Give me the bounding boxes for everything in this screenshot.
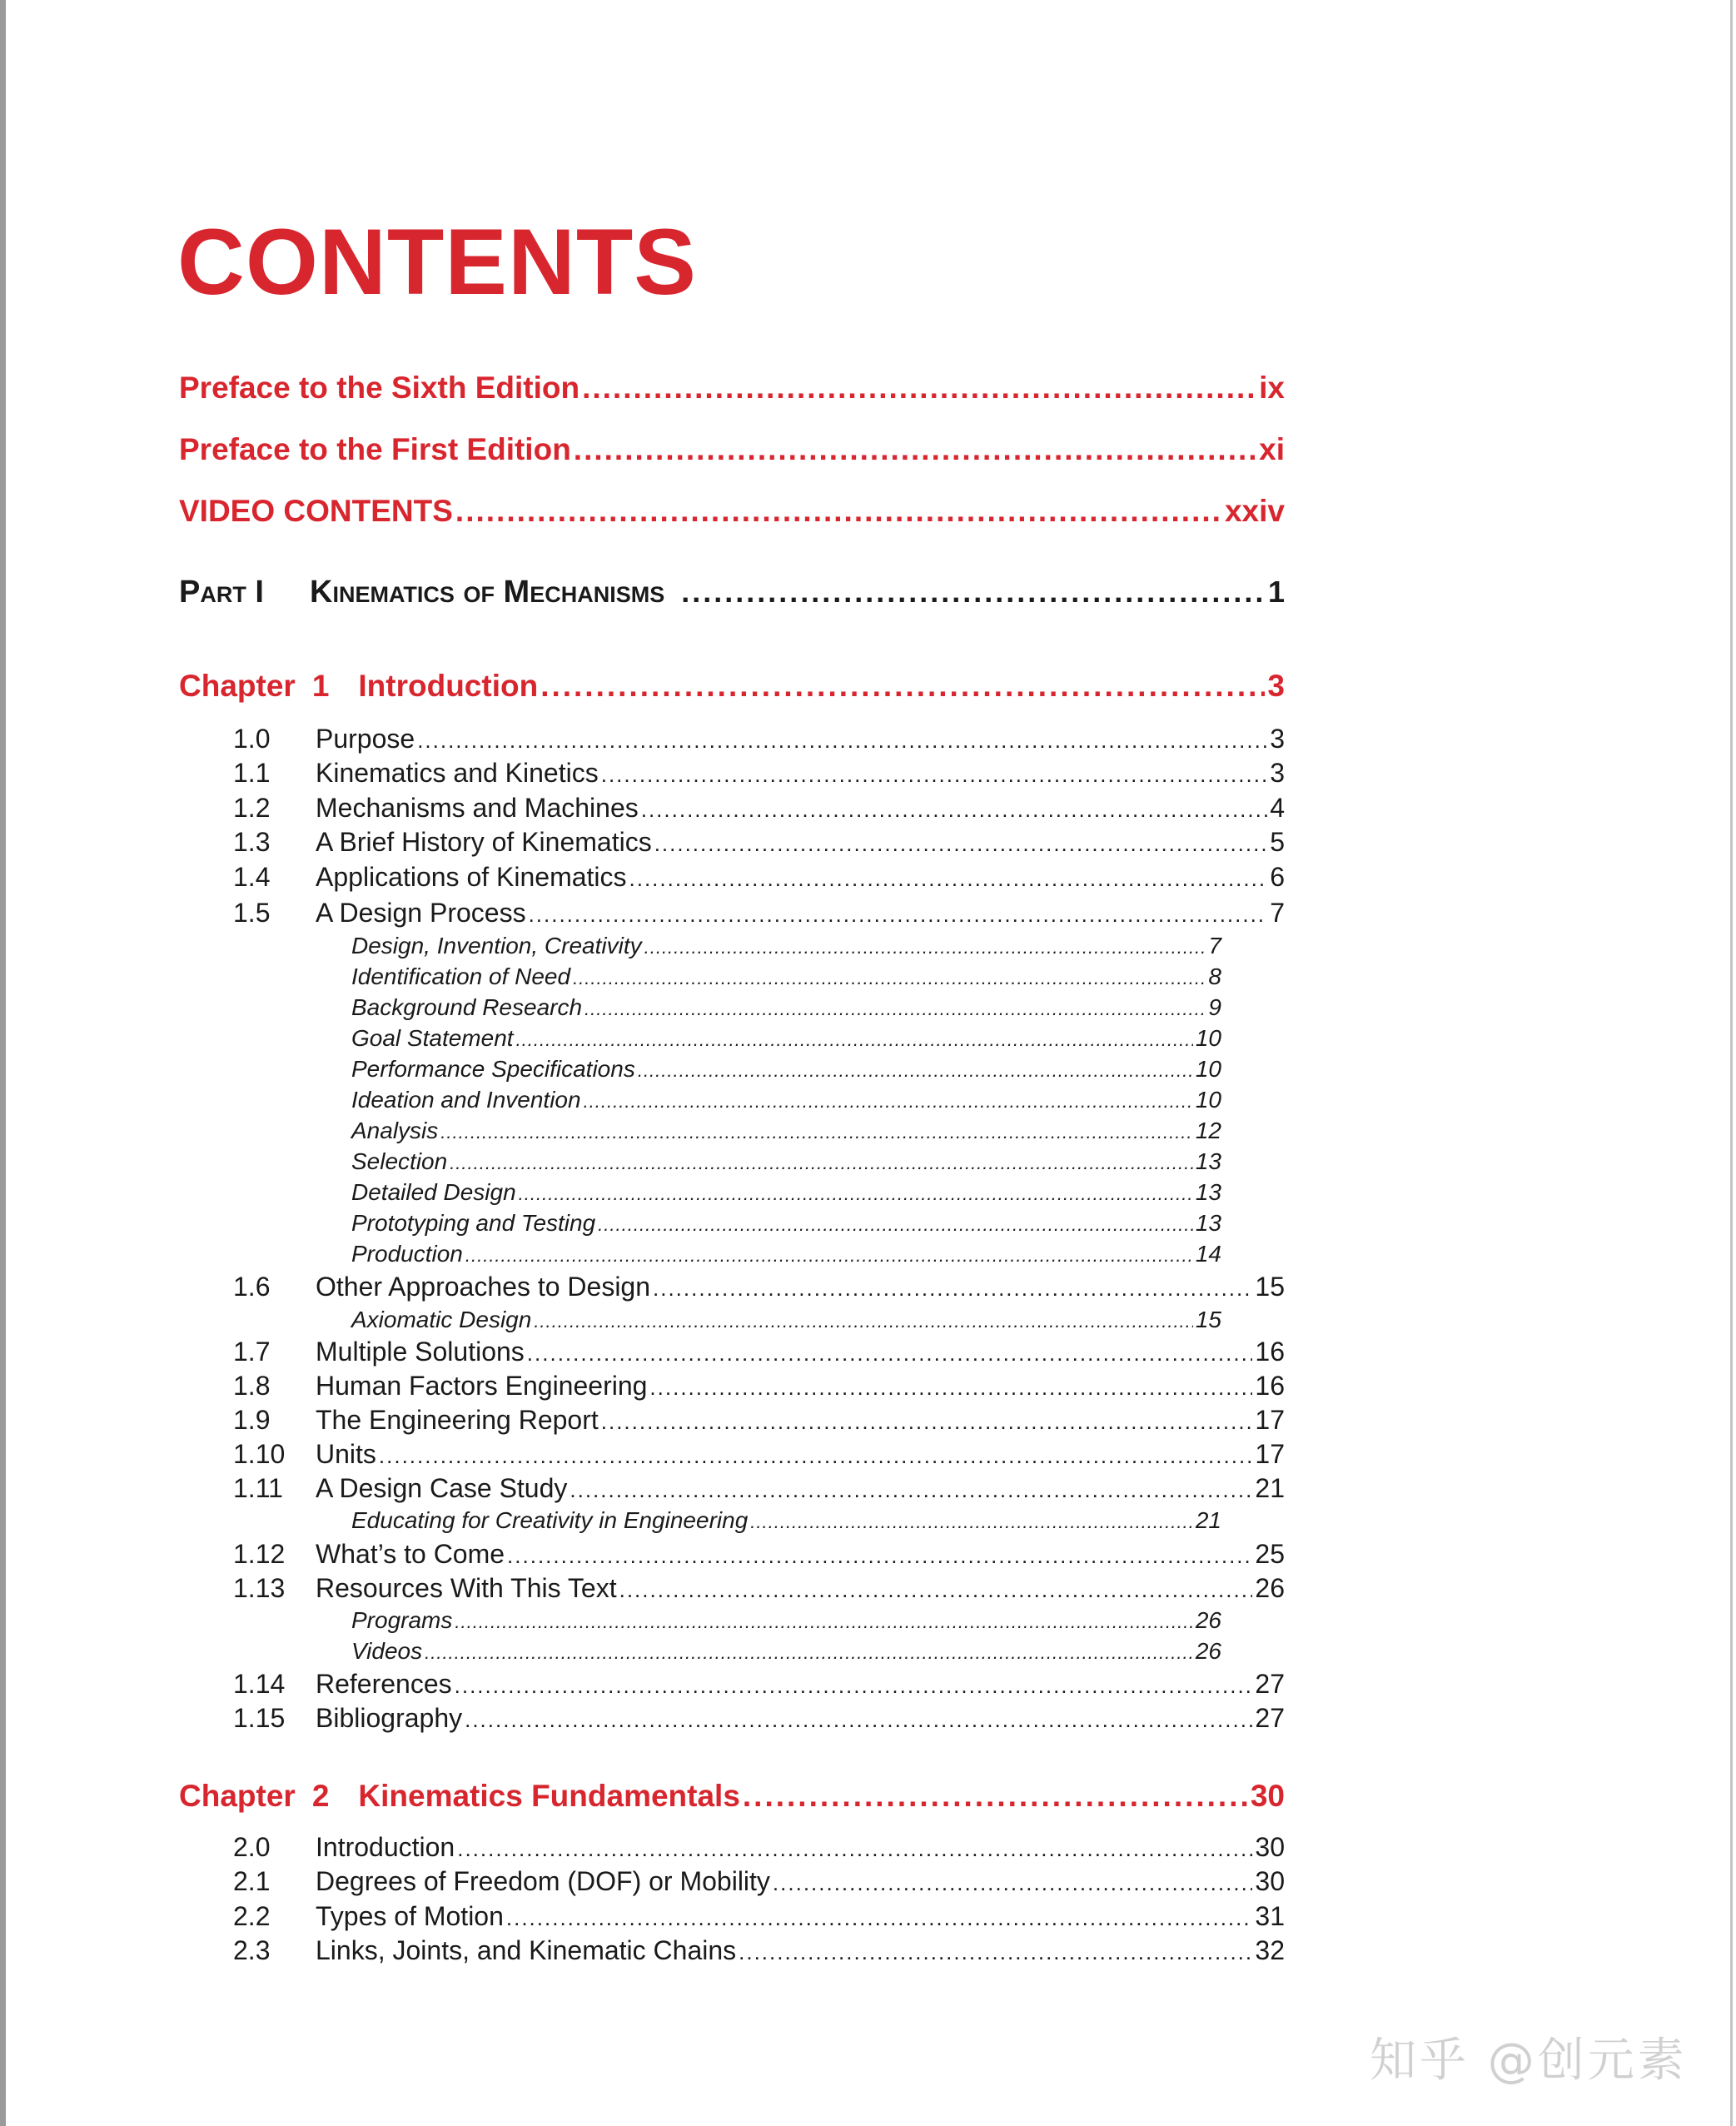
section-number: 2.0 bbox=[233, 1832, 271, 1862]
subsection-title: Analysis bbox=[351, 1118, 439, 1143]
section-number: 1.15 bbox=[233, 1703, 286, 1733]
chapter-number: 1 bbox=[311, 669, 330, 703]
toc-chapter-heading[interactable] bbox=[179, 669, 1285, 704]
subsection-title: Prototyping and Testing bbox=[351, 1210, 596, 1236]
toc-section-row[interactable] bbox=[233, 1703, 1285, 1734]
toc-page-number: xi bbox=[1259, 432, 1285, 466]
toc-page-number: 30 bbox=[1255, 1866, 1285, 1896]
subsection-title: Programs bbox=[351, 1607, 453, 1633]
section-title: Introduction bbox=[316, 1832, 455, 1862]
toc-section-row[interactable] bbox=[233, 1866, 1285, 1897]
subsection-title: Identification of Need bbox=[351, 963, 571, 989]
section-number: 1.0 bbox=[233, 724, 271, 754]
section-number: 1.1 bbox=[233, 758, 271, 788]
section-title: Degrees of Freedom (DOF) or Mobility bbox=[316, 1866, 770, 1896]
part-title: Kinematics of Mechanisms bbox=[310, 575, 665, 610]
dot-leader bbox=[455, 494, 1222, 529]
toc-front-matter-preface-first[interactable] bbox=[179, 432, 1285, 467]
section-title: Types of Motion bbox=[316, 1901, 504, 1931]
page-edge-right bbox=[1730, 0, 1733, 2126]
section-title: References bbox=[316, 1669, 452, 1699]
toc-page-number: 4 bbox=[1270, 793, 1285, 823]
dot-leader bbox=[681, 575, 1266, 610]
dot-leader bbox=[534, 1307, 1193, 1333]
toc-page-number: 14 bbox=[1195, 1241, 1221, 1267]
dot-leader bbox=[750, 1507, 1193, 1534]
toc-section-row[interactable] bbox=[233, 862, 1285, 893]
dot-leader bbox=[455, 1607, 1192, 1634]
toc-page-number: xxiv bbox=[1224, 494, 1285, 528]
subsection-title: Selection bbox=[351, 1148, 448, 1174]
dot-leader bbox=[584, 994, 1206, 1021]
section-number: 1.13 bbox=[233, 1573, 286, 1603]
dot-leader bbox=[540, 669, 1265, 704]
part-label: Part I bbox=[179, 575, 264, 610]
toc-page-number: 16 bbox=[1255, 1337, 1285, 1367]
toc-subsection-row[interactable] bbox=[351, 1241, 1221, 1267]
dot-leader bbox=[654, 827, 1268, 858]
chapter-title: Kinematics Fundamentals bbox=[358, 1779, 740, 1813]
toc-section-row[interactable] bbox=[233, 1272, 1285, 1302]
toc-section-row[interactable] bbox=[233, 758, 1285, 789]
dot-leader bbox=[644, 933, 1206, 959]
toc-page-number: 25 bbox=[1255, 1539, 1285, 1569]
dot-leader bbox=[598, 1210, 1193, 1237]
toc-subsection-row[interactable] bbox=[351, 1025, 1221, 1052]
toc-front-matter-video-contents[interactable] bbox=[179, 494, 1285, 529]
toc-page-number: 32 bbox=[1255, 1935, 1285, 1965]
toc-section-row[interactable] bbox=[233, 898, 1285, 929]
dot-leader bbox=[450, 1148, 1193, 1175]
toc-section-row[interactable] bbox=[233, 1473, 1285, 1504]
page-edge-left bbox=[0, 0, 6, 2126]
toc-section-row[interactable] bbox=[233, 1901, 1285, 1932]
toc-subsection-row[interactable] bbox=[351, 1056, 1221, 1083]
toc-subsection-row[interactable] bbox=[351, 1118, 1221, 1144]
section-number: 1.6 bbox=[233, 1272, 271, 1302]
toc-subsection-row[interactable] bbox=[351, 963, 1221, 990]
toc-page-number: 10 bbox=[1195, 1025, 1221, 1051]
section-title: Units bbox=[316, 1439, 376, 1469]
toc-section-row[interactable] bbox=[233, 1669, 1285, 1700]
dot-leader bbox=[653, 1272, 1252, 1302]
toc-page-number: 31 bbox=[1255, 1901, 1285, 1931]
section-number: 1.4 bbox=[233, 862, 271, 892]
dot-leader bbox=[649, 1371, 1252, 1402]
toc-subsection-row[interactable] bbox=[351, 1087, 1221, 1113]
toc-page-number: 9 bbox=[1208, 994, 1221, 1020]
toc-page-number: 3 bbox=[1270, 758, 1285, 788]
dot-leader bbox=[465, 1703, 1252, 1734]
toc-subsection-row[interactable] bbox=[351, 933, 1221, 959]
section-number: 1.5 bbox=[233, 898, 271, 928]
toc-chapter-heading[interactable] bbox=[179, 1779, 1285, 1814]
toc-page-number: 10 bbox=[1195, 1056, 1221, 1082]
toc-page-number: 21 bbox=[1195, 1507, 1221, 1533]
dot-leader bbox=[425, 1638, 1193, 1665]
section-title: Multiple Solutions bbox=[316, 1337, 525, 1367]
toc-page-number: 6 bbox=[1270, 862, 1285, 892]
subsection-title: Production bbox=[351, 1241, 463, 1267]
section-title: Human Factors Engineering bbox=[316, 1371, 648, 1401]
dot-leader bbox=[641, 793, 1267, 824]
toc-subsection-row[interactable] bbox=[351, 1507, 1221, 1534]
toc-page-number: 10 bbox=[1195, 1087, 1221, 1113]
toc-page-number: 27 bbox=[1255, 1669, 1285, 1699]
section-number: 2.3 bbox=[233, 1935, 271, 1965]
toc-subsection-row[interactable] bbox=[351, 1607, 1221, 1634]
toc-page-number: 21 bbox=[1255, 1473, 1285, 1503]
subsection-title: Ideation and Invention bbox=[351, 1087, 581, 1113]
dot-leader bbox=[570, 1473, 1252, 1504]
toc-page-number: 26 bbox=[1195, 1607, 1221, 1633]
toc-entry-title: VIDEO CONTENTS bbox=[179, 494, 453, 528]
toc-section-row[interactable] bbox=[233, 1832, 1285, 1863]
toc-subsection-row[interactable] bbox=[351, 994, 1221, 1021]
toc-part-heading[interactable] bbox=[179, 575, 1285, 610]
toc-page-number: 16 bbox=[1255, 1371, 1285, 1401]
section-number: 2.1 bbox=[233, 1866, 271, 1896]
section-number: 1.11 bbox=[233, 1473, 283, 1503]
dot-leader bbox=[519, 1179, 1193, 1206]
section-number: 1.2 bbox=[233, 793, 271, 823]
section-title: Resources With This Text bbox=[316, 1573, 617, 1603]
section-title: A Design Process bbox=[316, 898, 526, 928]
dot-leader bbox=[529, 898, 1268, 929]
chapter-number: 2 bbox=[311, 1779, 330, 1813]
toc-front-matter-preface-sixth[interactable] bbox=[179, 371, 1285, 406]
dot-leader bbox=[455, 1669, 1253, 1700]
toc-entry-title: Preface to the Sixth Edition bbox=[179, 371, 580, 405]
section-title: Kinematics and Kinetics bbox=[316, 758, 599, 788]
toc-page-number: 15 bbox=[1195, 1307, 1221, 1332]
subsection-title: Axiomatic Design bbox=[351, 1307, 532, 1332]
toc-page-number: 13 bbox=[1195, 1179, 1221, 1205]
subsection-title: Videos bbox=[351, 1638, 423, 1664]
dot-leader bbox=[457, 1832, 1252, 1863]
dot-leader bbox=[584, 1087, 1193, 1113]
toc-page-number: 26 bbox=[1255, 1573, 1285, 1603]
toc-section-row[interactable] bbox=[233, 1935, 1285, 1966]
dot-leader bbox=[739, 1935, 1252, 1966]
section-title: Other Approaches to Design bbox=[316, 1272, 651, 1302]
dot-leader bbox=[574, 432, 1256, 467]
dot-leader bbox=[573, 963, 1206, 990]
section-title: A Design Case Study bbox=[316, 1473, 568, 1503]
dot-leader bbox=[773, 1866, 1252, 1897]
toc-page-number: 5 bbox=[1270, 827, 1285, 857]
toc-page-number: 12 bbox=[1195, 1118, 1221, 1143]
toc-page-number: 7 bbox=[1208, 933, 1221, 958]
section-number: 1.9 bbox=[233, 1405, 271, 1435]
toc-page-number: 13 bbox=[1195, 1148, 1221, 1174]
section-number: 1.10 bbox=[233, 1439, 286, 1469]
toc-section-row[interactable] bbox=[233, 1539, 1285, 1570]
toc-subsection-row[interactable] bbox=[351, 1148, 1221, 1175]
dot-leader bbox=[527, 1337, 1253, 1367]
subsection-title: Goal Statement bbox=[351, 1025, 514, 1051]
watermark: 知乎 @创元素 bbox=[1370, 2034, 1688, 2088]
toc-page-number: 8 bbox=[1208, 963, 1221, 989]
toc-section-row[interactable] bbox=[233, 1439, 1285, 1470]
toc-page-number: 17 bbox=[1255, 1439, 1285, 1469]
section-number: 1.14 bbox=[233, 1669, 286, 1699]
toc-page-number: 30 bbox=[1255, 1832, 1285, 1862]
section-number: 2.2 bbox=[233, 1901, 271, 1931]
section-title: Mechanisms and Machines bbox=[316, 793, 639, 823]
toc-section-row[interactable] bbox=[233, 1405, 1285, 1436]
toc-page-number: 26 bbox=[1195, 1638, 1221, 1664]
toc-subsection-row[interactable] bbox=[351, 1307, 1221, 1333]
section-title: Links, Joints, and Kinematic Chains bbox=[316, 1935, 737, 1965]
chapter-title: Introduction bbox=[358, 669, 539, 703]
section-title: What’s to Come bbox=[316, 1539, 505, 1569]
dot-leader bbox=[629, 862, 1268, 893]
dot-leader bbox=[516, 1025, 1193, 1052]
page-title: CONTENTS bbox=[177, 210, 697, 314]
section-title: Applications of Kinematics bbox=[316, 862, 627, 892]
toc-page-number: 17 bbox=[1255, 1405, 1285, 1435]
dot-leader bbox=[638, 1056, 1193, 1083]
section-number: 1.3 bbox=[233, 827, 271, 857]
dot-leader bbox=[601, 758, 1267, 789]
toc-page-number: 1 bbox=[1267, 575, 1285, 609]
toc-section-row[interactable] bbox=[233, 1371, 1285, 1402]
section-title: The Engineering Report bbox=[316, 1405, 599, 1435]
toc-page-number: ix bbox=[1259, 371, 1285, 405]
section-number: 1.12 bbox=[233, 1539, 286, 1569]
toc-subsection-row[interactable] bbox=[351, 1638, 1221, 1665]
subsection-title: Background Research bbox=[351, 994, 583, 1020]
section-title: Purpose bbox=[316, 724, 415, 754]
dot-leader bbox=[743, 1779, 1248, 1814]
dot-leader bbox=[417, 724, 1267, 754]
toc-entry-title: Preface to the First Edition bbox=[179, 432, 571, 466]
toc-section-row[interactable] bbox=[233, 1573, 1285, 1604]
dot-leader bbox=[440, 1118, 1193, 1144]
toc-section-row[interactable] bbox=[233, 793, 1285, 824]
subsection-title: Design, Invention, Creativity bbox=[351, 933, 642, 958]
dot-leader bbox=[379, 1439, 1253, 1470]
toc-page-number: 7 bbox=[1270, 898, 1285, 928]
toc-page-number: 15 bbox=[1255, 1272, 1285, 1302]
dot-leader bbox=[465, 1241, 1193, 1267]
subsection-title: Detailed Design bbox=[351, 1179, 516, 1205]
dot-leader bbox=[506, 1901, 1253, 1932]
toc-page-number: 3 bbox=[1267, 669, 1285, 703]
toc-subsection-row[interactable] bbox=[351, 1179, 1221, 1206]
section-title: Bibliography bbox=[316, 1703, 463, 1733]
toc-section-row[interactable] bbox=[233, 724, 1285, 754]
dot-leader bbox=[507, 1539, 1252, 1570]
toc-page-number: 30 bbox=[1250, 1779, 1285, 1813]
subsection-title: Performance Specifications bbox=[351, 1056, 635, 1082]
chapter-label: Chapter bbox=[179, 669, 296, 703]
dot-leader bbox=[601, 1405, 1253, 1436]
section-title: A Brief History of Kinematics bbox=[316, 827, 652, 857]
dot-leader bbox=[582, 371, 1256, 406]
chapter-label: Chapter bbox=[179, 1779, 296, 1813]
section-number: 1.8 bbox=[233, 1371, 271, 1401]
toc-subsection-row[interactable] bbox=[351, 1210, 1221, 1237]
toc-page-number: 13 bbox=[1195, 1210, 1221, 1236]
toc-section-row[interactable] bbox=[233, 827, 1285, 858]
toc-section-row[interactable] bbox=[233, 1337, 1285, 1367]
dot-leader bbox=[619, 1573, 1253, 1604]
section-number: 1.7 bbox=[233, 1337, 271, 1367]
toc-page-number: 3 bbox=[1270, 724, 1285, 754]
toc-page-number: 27 bbox=[1255, 1703, 1285, 1733]
subsection-title: Educating for Creativity in Engineering bbox=[351, 1507, 749, 1533]
